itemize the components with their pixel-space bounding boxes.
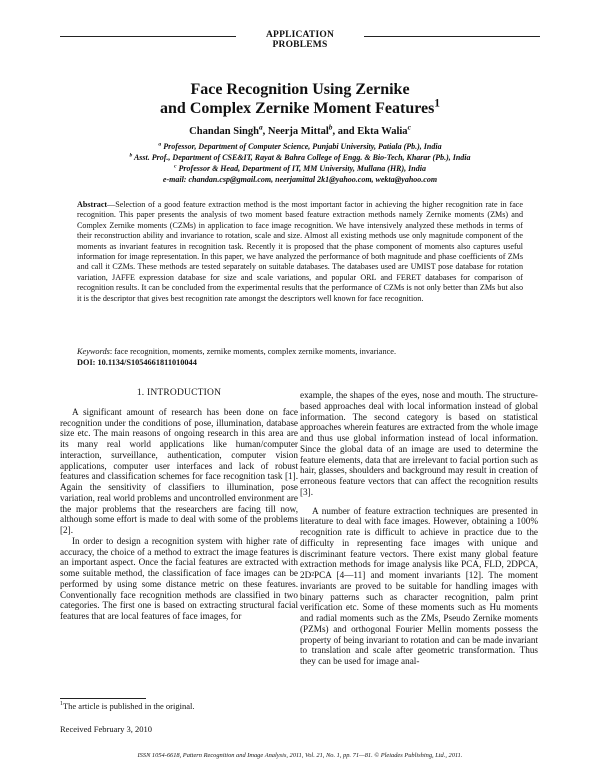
header-rule-right [364,36,540,37]
abstract [77,200,523,304]
author-1: Chandan Singh [189,126,259,137]
footnote [60,701,194,711]
author-2: , Neerja Mittal [262,126,329,137]
author-3-mark: c [407,122,411,132]
header-rule-left [60,36,236,37]
author-1-mark: a [258,122,263,132]
keywords-text: : face recognition, moments, zernike moments, complex zernike moments, invariance. [109,347,397,356]
affiliation-c-text: Professor & Head, Department of IT, MM University, Mullana (HR), India [176,164,426,173]
affiliation-b-text: Asst. Prof., Department of CSE&IT, Rayat & Bahra College of Engg. & Bio-Tech, Kharar (Pb.), India [132,153,471,162]
abstract-text: —Selection of a good feature extraction method is the most important factor in achieving the higher recognition rate in face recognition. This paper presents the analysis of two moment based feature extraction methods namely Zernike moments (ZMs) and Complex Zernike moments (CZMs) in application to face image recognition. We have intensively analyzed these methods in terms of their reconstruction ability and invariance to rotation, scale and size. Almost all existing methods use only magnitude component of the moments as invariant features in recognition task. Recently it is proposed that the phase component of moments also captures useful information for image representation. In this paper, we have analyzed the performance of both magnitude and phase coefficients of ZMs and call it CZMs. These methods are tested separately on suitable databases. The databases used are UMIST pose database for rotation variation, JAFFE expression database for size and scale variations, and popular ORL and FERET databases for comparison of recognition results. It can be concluded from the experimental results that the performance of CZMs is not only better than ZMs but also it is the descriptor that gives best recognition rate amongst the descriptors well known for face recognition. [77,200,523,303]
right-column [300,390,538,667]
author-list [60,122,540,137]
affiliation-c-mark: c [174,163,177,170]
footnote-mark: 1 [60,701,63,708]
title-line2-text: and Complex Zernike Moment Features [160,100,435,117]
affiliation-a-text: Professor, Department of Computer Science, Punjabi University, Patiala (Pb.), India [161,142,442,151]
page-footer: ISSN 1054-6618, Pattern Recognition and Image Analysis, 2011, Vol. 21, No. 1, pp. 71—81. © Pleiades Publishing, Ltd., 2011. [137,752,463,759]
footnote-text: The article is published in the original. [62,701,195,711]
affiliation-b-mark: b [129,152,133,159]
intro-heading: 1. INTRODUCTION [136,388,222,398]
affiliation-c [40,164,560,174]
intro-paragraph: example, the shapes of the eyes, nose and mouth. The structure-based approaches deal with local information instead of global information. The second category is based on statistical approaches wherein features are extracted from the whole image and thus use global information instead of local information. Since the global data of an image are used to determine the feature elements, data that are irrelevant to facial portion such as hair, glasses, shoulders and background may result in creation of erroneous feature vectors that can affect the recognition results [3]. [300,390,538,497]
author-2-mark: b [328,122,333,132]
title-footnote-mark: 1 [434,97,440,110]
footnote-rule [60,698,146,699]
intro-paragraph: A number of feature extraction techniques are presented in literature to deal with face images. However, obtaining a 100% recognition rate is difficult to achieve in practice due to the difficulty in representing face images with unique and discriminant feature vectors. There exist many global feature extraction methods for image analysis like PCA, FLD, 2DPCA, 2D²PCA [4—11] and moment invariants [12]. The moment invariants are proved to be suitable for handling images with binary patterns such as character recognition, palm print verification etc. Some of these moments such as Hu moments and radial moments such as the ZMs, Pseudo Zernike moments (PZMs) and orthogonal Fourier Mellin moments possess the property of being invariant to rotation and can be made invariant to translation and scale after geometric transformation. Thus they can be used for image anal- [300,505,538,666]
abstract-label: Abstract [77,200,108,209]
title-line2 [100,99,500,118]
received-date: Received February 3, 2010 [60,724,153,734]
section-heading-line2: PROBLEMS [272,40,328,50]
intro-paragraph: A significant amount of research has been done on face recognition under the conditions of pose, illumination, database size etc. The main reasons of ongoing research in this area are its many real world applications like human/computer interaction, surveillance, authentication, computer vision applications, computer user interfaces and lack of robust features and classification schemes for face recognition task [1]. Again the sensitivity of classifiers to illumination, pose variation, real world problems and uncontrolled environment are the major problems that the researchers are facing till now, although some effort is made to deal with some of the problems [2]. [60,406,298,535]
affiliation-a [40,142,560,152]
keywords-label: Keywords [77,347,110,356]
intro-paragraph: In order to design a recognition system with higher rate of accuracy, the choice of a method to extract the image features is an important aspect. Once the facial features are extracted with some suitable method, the classification of face images can be performed by using some distance metric on these features. Conventionally face recognition methods are classified in two categories. The first one is based on extracting structural facial features that are local features of face images, for [60,535,298,621]
affiliation-b [40,153,560,163]
paper-title [100,80,500,118]
affiliation-a-mark: a [158,141,162,148]
left-column [60,388,298,622]
keywords [77,346,523,357]
section-heading [238,30,362,50]
title-line1: Face Recognition Using Zernike [190,81,410,98]
doi: DOI: 10.1134/S1054661811010044 [77,358,197,367]
email-line: e-mail: chandan.csp@gmail.com, neerjamittal 2k1@yahoo.com, wekta@yahoo.com [162,175,438,184]
author-3: , and Ekta Walia [332,126,408,137]
section-heading-line1: APPLICATION [266,30,334,40]
